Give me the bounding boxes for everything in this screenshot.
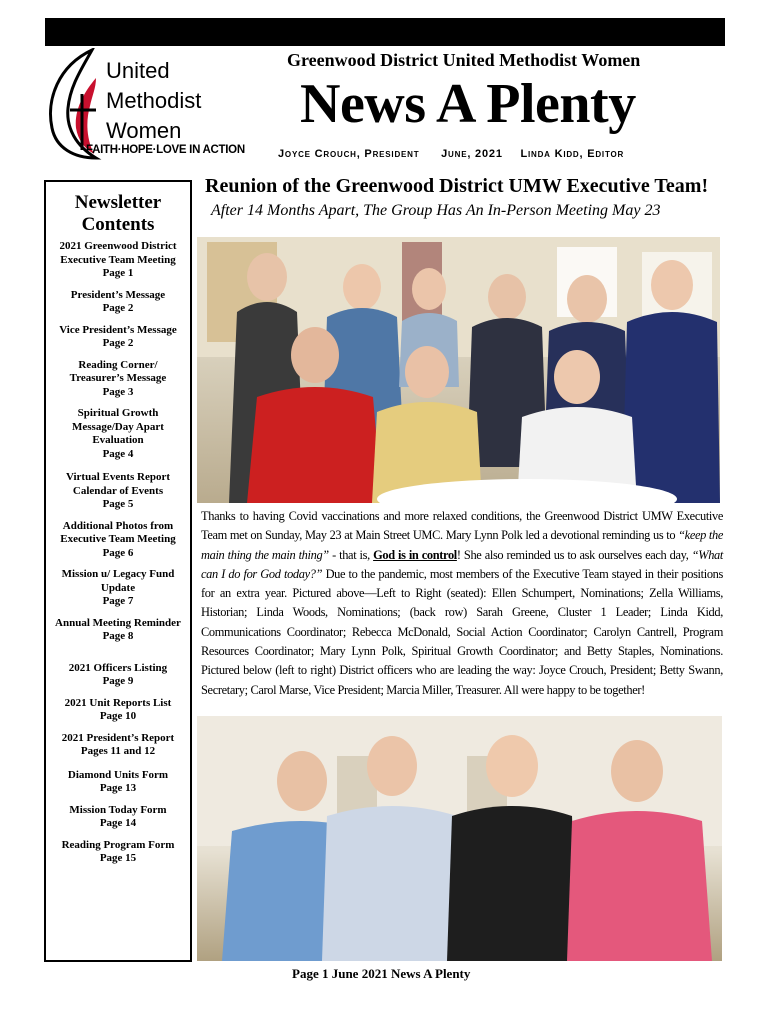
contents-item [46,289,190,316]
editor-credit: Linda Kidd, Editor [520,148,625,160]
contents-item-page: Page 4 [102,447,134,460]
contents-item [46,839,190,866]
contents-item-page: Page 8 [102,630,134,642]
contents-item-label: Reading Program Form [61,838,175,851]
contents-item-page: Page 2 [102,302,134,314]
contents-list [46,240,190,866]
logo-text-women: Women [106,118,182,143]
contents-item-label: 2021 President’s Report [61,731,175,744]
page-footer: Page 1 June 2021 News A Plenty [292,966,471,981]
top-black-bar [45,18,725,46]
contents-item-page: Page 5 [102,498,134,510]
contents-item-page: Page 9 [102,675,134,687]
group-photo-illustration [197,237,720,503]
article-headline: Reunion of the Greenwood District UMW Executive Team! [205,175,709,197]
district-officers-photo [197,716,722,961]
contents-item [46,407,190,461]
contents-title [46,192,190,236]
contents-item-label: Additional Photos from Executive Team Meeting [60,519,176,545]
contents-item-label: Virtual Events Report Calendar of Events [65,471,171,497]
contents-item-page: Page 6 [102,546,134,559]
contents-item [46,324,190,351]
contents-item-page: Page 14 [99,817,137,829]
article-body [201,507,723,700]
contents-item-label: Mission Today Form [69,803,167,816]
article-subhead: After 14 Months Apart, The Group Has An In-Person Meeting May 23 [211,202,661,219]
article-text-2: - that is, [328,547,374,562]
masthead-credits [278,148,624,160]
contents-item-label: Annual Meeting Reminder [55,616,181,629]
article-text-1: Thanks to having Covid vaccinations and more relaxed conditions, the Greenwood District UMW Executive Team met on Sunday, May 23 at Main Street UMC. Mary Lynn Polk led a devotional reminding us to [201,509,723,543]
contents-item-label: Spiritual Growth Message/Day Apart Evaluation [72,407,164,446]
contents-item-label: Diamond Units Form [67,768,169,781]
contents-item [46,520,190,561]
org-name: Greenwood District United Methodist Women [287,50,641,70]
contents-item [46,617,190,644]
logo-tagline: FAITH·HOPE·LOVE IN ACTION [86,144,245,156]
contents-item [46,804,190,831]
quote-main-thing: “keep the main thing the main thing” [201,528,723,562]
contents-item-page: Page 2 [102,337,134,349]
contents-item-page: Page 3 [102,385,134,398]
contents-item-label: 2021 Greenwood District Executive Team Meeting [59,240,177,266]
contents-item [46,662,190,689]
quote-what-can-i-do: “What can I do for God today?” [201,547,723,581]
contents-item-label: Reading Corner/ Treasurer’s Message [69,358,167,384]
contents-item-page: Page 7 [102,595,134,607]
contents-item [46,769,190,796]
article-text-4: Due to the pandemic, most members of the Executive Team stayed in their positions for an extra year. Pictured above—Left to Right (seated): Ellen Schumpert, Nominations; Zella Williams, Historian; Linda Woods, Nominations; (back row) Sarah Greene, Cluster 1 Leader; Linda Kidd, Communications Coordinator; Rebecca McDonald, Social Action Coordinator; Carolyn Cantrell, Program Resources Coordinator; Mary Lynn Polk, Spiritual Growth Coordinator; and Betty Staples, Nominations. Pictured below (left to right) District officers who are leading the way: Joyce Crouch, President; Betty Swann, Secretary; Carol Marse, Vice President; Marcia Miller, Treasurer. All were happy to be together! [201,566,723,697]
contents-item-label: Vice President’s Message [59,323,177,336]
contents-title-line1: Newsletter [74,192,162,213]
contents-item [46,359,190,400]
contents-item-label: President’s Message [70,288,166,301]
contents-item [46,732,190,759]
article-text-3: ! She also reminded us to ask ourselves each day, [456,547,692,562]
contents-item-page: Page 1 [102,267,134,279]
logo-text-methodist: Methodist [106,88,202,113]
contents-item-label: 2021 Officers Listing [68,661,168,674]
issue-date: June, 2021 [441,148,503,160]
contents-item-label: Mission u/ Legacy Fund Update [61,568,175,594]
contents-item-page: Page 10 [99,710,137,722]
contents-title-line2: Contents [81,214,155,235]
newsletter-contents [44,180,192,962]
president-credit: Joyce Crouch, President [278,148,420,160]
contents-item [46,697,190,724]
contents-item-page: Page 15 [99,852,137,864]
contents-item-page: Pages 11 and 12 [80,745,156,757]
contents-item [46,240,190,281]
contents-item [46,471,190,512]
emphasis-god-in-control: God is in control [373,547,457,562]
officers-photo-illustration [197,716,722,961]
executive-team-photo [197,237,720,503]
contents-item-page: Page 13 [99,782,137,794]
logo-text-united: United [106,58,170,83]
umw-logo [44,48,264,168]
contents-item [46,568,190,609]
contents-item-label: 2021 Unit Reports List [64,696,172,709]
newsletter-title: News A Plenty [300,73,636,135]
